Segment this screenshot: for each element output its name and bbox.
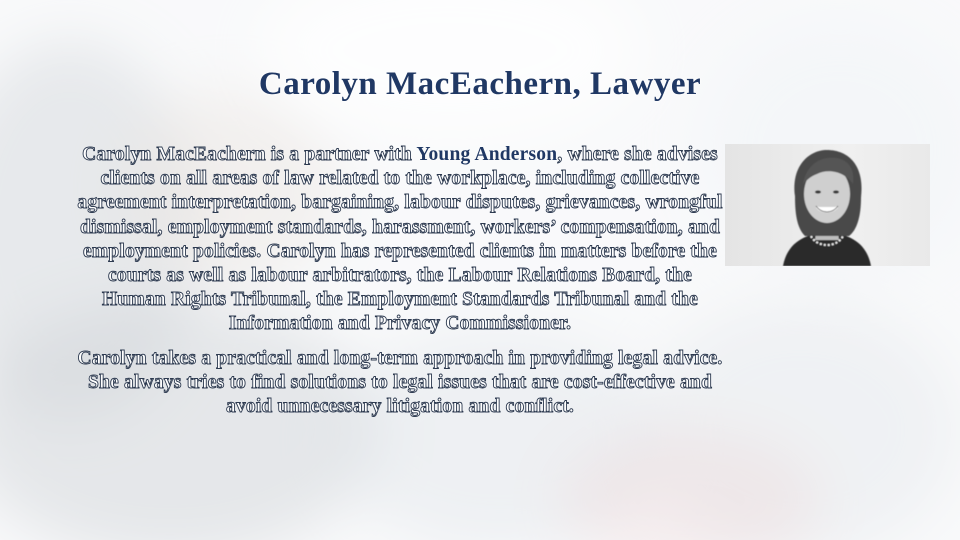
bio-paragraph-2: Carolyn takes a practical and long-term approach in providing legal advice. She always tries to find solutions to legal issues that are cost-effective and avoid unnecessary litigation and conflict. <box>77 347 723 418</box>
firm-name: Young Anderson <box>416 144 558 165</box>
bio-intro: Carolyn MacEachern is a partner with <box>82 144 417 165</box>
bio-details: , where she advises clients on all areas of law related to the workplace, including collective agreement interpretation, bargaining, labour disputes, grievances, wrongful dismissal, employment standards, harassment, workers’ compensation, and employment policies. Carolyn has represented clients in matters before the courts as well as labour arbitrators, the Labour Relations Board, the Human Rights Tribunal, the Employment Standards Tribunal and the Information and Privacy Commissioner. <box>77 144 723 335</box>
headshot-image <box>725 144 930 266</box>
portrait-photo <box>725 144 930 266</box>
slide-title: Carolyn MacEachern, Lawyer <box>258 66 702 102</box>
bio-paragraph-1 <box>76 143 724 337</box>
bio-text <box>76 143 724 419</box>
